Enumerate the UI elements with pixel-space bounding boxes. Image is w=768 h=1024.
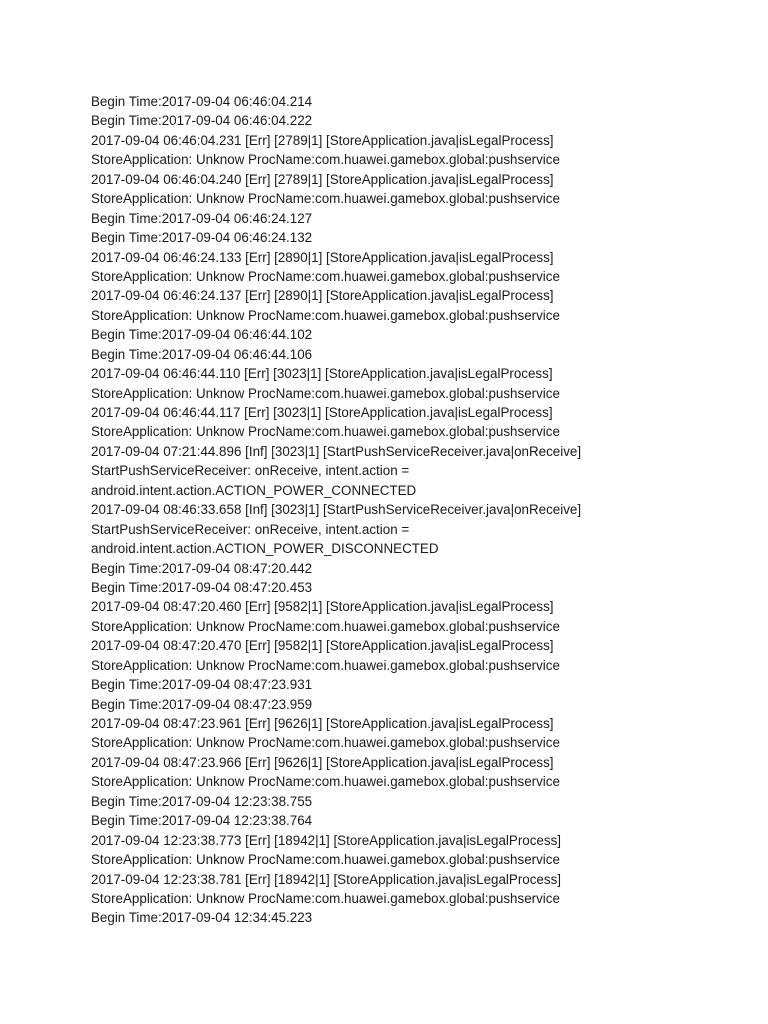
log-line: Begin Time:2017-09-04 08:47:23.959 bbox=[91, 696, 313, 712]
log-line: StoreApplication: Unknow ProcName:com.huawei.gamebox.global:pushservice bbox=[91, 152, 560, 168]
log-line: StartPushServiceReceiver: onReceive, intent.action = bbox=[91, 521, 410, 537]
log-line: StartPushServiceReceiver: onReceive, intent.action = bbox=[91, 463, 410, 479]
log-line: android.intent.action.ACTION_POWER_CONNECTED bbox=[91, 482, 417, 498]
log-line: 2017-09-04 08:47:20.470 [Err] [9582|1] [StoreApplication.java|isLegalProcess] bbox=[91, 638, 554, 654]
log-line: StoreApplication: Unknow ProcName:com.huawei.gamebox.global:pushservice bbox=[91, 735, 560, 751]
log-line: Begin Time:2017-09-04 06:46:04.222 bbox=[91, 113, 313, 129]
log-line: Begin Time:2017-09-04 12:23:38.755 bbox=[91, 793, 313, 809]
log-line: Begin Time:2017-09-04 06:46:44.102 bbox=[91, 327, 313, 343]
log-line: android.intent.action.ACTION_POWER_DISCONNECTED bbox=[91, 541, 439, 557]
log-line: StoreApplication: Unknow ProcName:com.huawei.gamebox.global:pushservice bbox=[91, 191, 560, 207]
log-line: 2017-09-04 06:46:04.240 [Err] [2789|1] [StoreApplication.java|isLegalProcess] bbox=[91, 171, 554, 187]
log-line: 2017-09-04 12:23:38.773 [Err] [18942|1] [StoreApplication.java|isLegalProcess] bbox=[91, 832, 561, 848]
log-line: 2017-09-04 08:47:23.961 [Err] [9626|1] [StoreApplication.java|isLegalProcess] bbox=[91, 716, 554, 731]
log-line: StoreApplication: Unknow ProcName:com.huawei.gamebox.global:pushservice bbox=[91, 424, 560, 440]
log-line: 2017-09-04 06:46:44.110 [Err] [3023|1] [StoreApplication.java|isLegalProcess] bbox=[91, 366, 553, 382]
log-line: 2017-09-04 08:46:33.658 [Inf] [3023|1] [StartPushServiceReceiver.java|onReceive] bbox=[91, 502, 582, 518]
log-line: StoreApplication: Unknow ProcName:com.huawei.gamebox.global:pushservice bbox=[91, 385, 560, 401]
log-line: 2017-09-04 06:46:24.137 [Err] [2890|1] [StoreApplication.java|isLegalProcess] bbox=[91, 288, 554, 304]
log-line: StoreApplication: Unknow ProcName:com.huawei.gamebox.global:pushservice bbox=[91, 774, 560, 790]
log-line: StoreApplication: Unknow ProcName:com.huawei.gamebox.global:pushservice bbox=[91, 890, 560, 906]
log-line: StoreApplication: Unknow ProcName:com.huawei.gamebox.global:pushservice bbox=[91, 307, 560, 323]
log-line: 2017-09-04 06:46:24.133 [Err] [2890|1] [StoreApplication.java|isLegalProcess] bbox=[91, 249, 554, 265]
log-line: StoreApplication: Unknow ProcName:com.huawei.gamebox.global:pushservice bbox=[91, 268, 560, 284]
log-line: Begin Time:2017-09-04 06:46:24.132 bbox=[91, 230, 313, 246]
log-line: Begin Time:2017-09-04 08:47:23.931 bbox=[91, 677, 313, 693]
log-line: Begin Time:2017-09-04 06:46:04.214 bbox=[91, 94, 313, 109]
log-text-block bbox=[91, 92, 731, 928]
log-line: Begin Time:2017-09-04 08:47:20.442 bbox=[91, 560, 313, 576]
log-line: Begin Time:2017-09-04 08:47:20.453 bbox=[91, 579, 313, 595]
log-line: 2017-09-04 08:47:20.460 [Err] [9582|1] [StoreApplication.java|isLegalProcess] bbox=[91, 599, 554, 615]
log-line: 2017-09-04 06:46:04.231 [Err] [2789|1] [StoreApplication.java|isLegalProcess] bbox=[91, 132, 554, 148]
log-line: Begin Time:2017-09-04 06:46:44.106 bbox=[91, 346, 313, 362]
log-line: 2017-09-04 07:21:44.896 [Inf] [3023|1] [StartPushServiceReceiver.java|onReceive] bbox=[91, 443, 582, 459]
log-line: Begin Time:2017-09-04 12:23:38.764 bbox=[91, 813, 313, 829]
log-line: StoreApplication: Unknow ProcName:com.huawei.gamebox.global:pushservice bbox=[91, 852, 560, 868]
log-line: StoreApplication: Unknow ProcName:com.huawei.gamebox.global:pushservice bbox=[91, 618, 560, 634]
log-line: StoreApplication: Unknow ProcName:com.huawei.gamebox.global:pushservice bbox=[91, 657, 560, 673]
log-line: 2017-09-04 12:23:38.781 [Err] [18942|1] [StoreApplication.java|isLegalProcess] bbox=[91, 871, 561, 887]
log-line: Begin Time:2017-09-04 06:46:24.127 bbox=[91, 210, 313, 226]
log-line: 2017-09-04 06:46:44.117 [Err] [3023|1] [StoreApplication.java|isLegalProcess] bbox=[91, 405, 553, 420]
log-line: Begin Time:2017-09-04 12:34:45.223 bbox=[91, 910, 313, 926]
log-line: 2017-09-04 08:47:23.966 [Err] [9626|1] [StoreApplication.java|isLegalProcess] bbox=[91, 754, 554, 770]
